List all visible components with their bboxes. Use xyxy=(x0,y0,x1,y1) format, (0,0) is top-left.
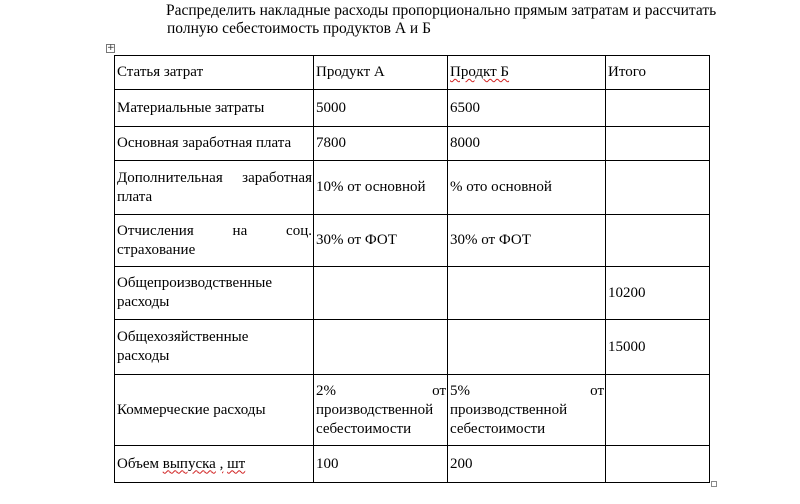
cost-table xyxy=(114,55,710,483)
cell-product-a xyxy=(314,267,448,320)
table-header-row xyxy=(115,56,710,90)
table-row xyxy=(115,90,710,127)
task-heading xyxy=(166,2,786,38)
cell-product-b: 8000 xyxy=(448,127,606,161)
cell-line2: производственной xyxy=(316,401,434,418)
row-label xyxy=(115,446,314,483)
table-resize-handle[interactable] xyxy=(711,481,717,487)
header-total: Итого xyxy=(606,56,710,90)
row-label xyxy=(115,320,314,375)
cell-line3: себестоимости xyxy=(316,420,412,437)
row-label-line1: Общехозяйственные xyxy=(117,329,249,345)
cell-total xyxy=(606,161,710,215)
table-row xyxy=(115,267,710,320)
cell-product-b: 30% от ФОТ xyxy=(448,215,606,267)
cell-product-a: 30% от ФОТ xyxy=(314,215,448,267)
cell-total: 15000 xyxy=(606,320,710,375)
table-row xyxy=(115,320,710,375)
row-label xyxy=(115,215,314,267)
cell-line3: себестоимости xyxy=(450,420,546,437)
cell-product-a: 100 xyxy=(314,446,448,483)
cell-total xyxy=(606,90,710,127)
row-label-line1: Дополнительная заработная xyxy=(117,169,312,186)
row-label: Основная заработная плата xyxy=(115,127,314,161)
table-move-icon[interactable]: + xyxy=(107,43,115,53)
cell-total xyxy=(606,215,710,267)
cell-product-b xyxy=(448,267,606,320)
row-label xyxy=(115,267,314,320)
cell-total: 10200 xyxy=(606,267,710,320)
cell-line1: 2% от xyxy=(316,382,446,399)
row-label-word: выпуска xyxy=(162,455,216,472)
table-row xyxy=(115,127,710,161)
cell-product-b: 6500 xyxy=(448,90,606,127)
row-label: Материальные затраты xyxy=(115,90,314,127)
table-row xyxy=(115,446,710,483)
cell-total xyxy=(606,127,710,161)
table-row xyxy=(115,375,710,446)
row-label-unit: шт xyxy=(227,455,246,472)
table-row xyxy=(115,161,710,215)
cell-total xyxy=(606,375,710,446)
header-product-b xyxy=(448,56,606,90)
row-label-line2: расходы xyxy=(117,348,170,364)
cell-product-b xyxy=(448,375,606,446)
row-label-line1: Общепроизводственные xyxy=(117,275,272,291)
cell-total xyxy=(606,446,710,483)
header-product-a: Продукт А xyxy=(314,56,448,90)
row-label-line2: расходы xyxy=(117,294,170,310)
cell-product-a xyxy=(314,320,448,375)
row-label: Коммерческие расходы xyxy=(115,375,314,446)
row-label xyxy=(115,161,314,215)
cell-product-a: 10% от основной xyxy=(314,161,448,215)
task-heading-line1: Распределить накладные расходы пропорционально прямым затратам и рассчитать xyxy=(166,2,717,19)
cell-product-b: % ото основной xyxy=(448,161,606,215)
row-label-line2: страхование xyxy=(117,241,196,258)
row-label-line1: Отчисления на соц. xyxy=(117,222,312,239)
row-label-comma: , xyxy=(219,455,224,472)
table-row xyxy=(115,215,710,267)
header-cost-item: Статья затрат xyxy=(115,56,314,90)
row-label-prefix: Объем xyxy=(117,455,163,472)
cell-product-b xyxy=(448,320,606,375)
row-label-line2: плата xyxy=(117,188,153,205)
cell-product-b: 200 xyxy=(448,446,606,483)
cell-line2: производственной xyxy=(450,401,568,418)
cell-line1: 5% от xyxy=(450,382,604,399)
cell-product-a: 7800 xyxy=(314,127,448,161)
header-product-b-text: Продкт Б xyxy=(450,64,510,80)
task-heading-line2: полную себестоимость продуктов А и Б xyxy=(167,20,431,37)
cell-product-a xyxy=(314,375,448,446)
cell-product-a: 5000 xyxy=(314,90,448,127)
